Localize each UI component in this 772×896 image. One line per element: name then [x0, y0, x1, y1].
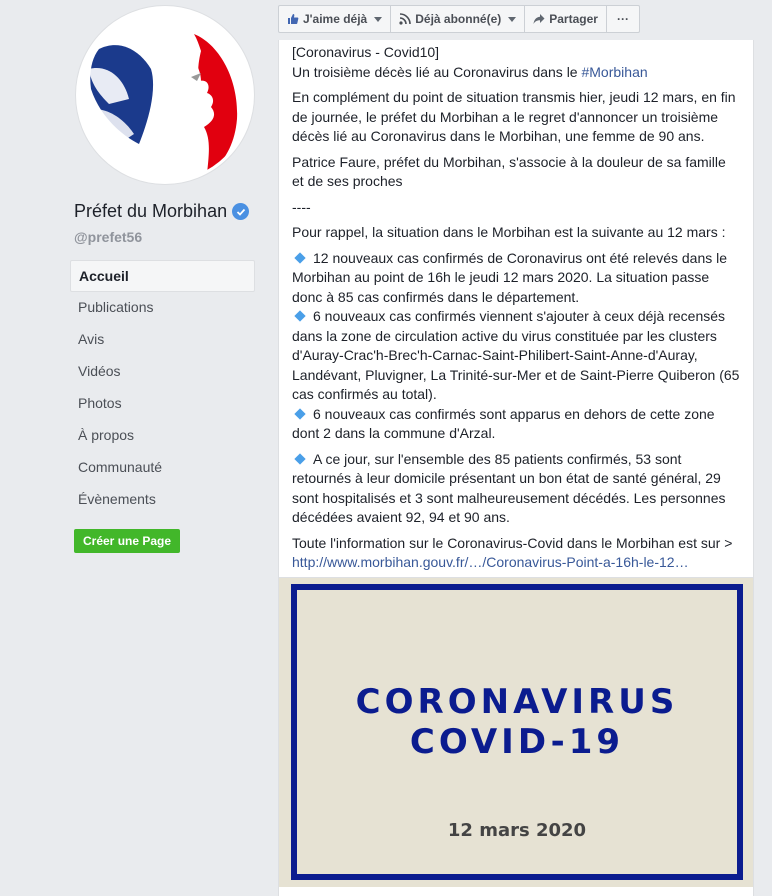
- blue-diamond-icon: [294, 453, 305, 464]
- blue-diamond-icon: [294, 252, 305, 263]
- bullet-1: 12 nouveaux cas confirmés de Coronavirus ont été relevés dans le Morbihan au point de 16h le jeudi 12 mars 2020. La situation passe donc à 85 cas confirmés dans le département.: [292, 249, 728, 305]
- thumbs-up-icon: [287, 13, 299, 25]
- blue-diamond-icon: [294, 310, 305, 321]
- share-button[interactable]: [524, 5, 607, 33]
- post-paragraph-4: [292, 534, 741, 573]
- more-dots-icon: ···: [616, 12, 629, 26]
- rss-icon: [399, 13, 411, 25]
- info-text: Toute l'information sur le Coronavirus-Covid dans le Morbihan est sur >: [292, 534, 733, 551]
- post-paragraph-1: En complément du point de situation transmis hier, jeudi 12 mars, en fin de journée, le préfet du Morbihan a le regret d'annoncer un troisième décès lié au Coronavirus dans le Morbihan, une femme de 90 ans.: [292, 89, 736, 144]
- share-arrow-icon: [533, 13, 545, 25]
- post-card: [278, 40, 754, 896]
- nav-item-videos[interactable]: Vidéos: [78, 363, 121, 379]
- marianne-logo: [79, 9, 251, 181]
- nav-item-a-propos[interactable]: À propos: [78, 427, 135, 443]
- post-heading: [292, 43, 741, 82]
- nav-item-photos[interactable]: Photos: [78, 395, 122, 411]
- bullet-2: 6 nouveaux cas confirmés viennent s'ajouter à ceux déjà recensés dans la zone de circulation active du virus constituée par les clusters d'Auray-Crac'h-Brec'h-Carnac-Saint-Philibert-Saint-Anne-d'Auray, Landévant, Pluvigner, La Trinité-sur-Mer et de Saint-Pierre Quiberon (65 cas confirmés au total).: [292, 308, 740, 402]
- chevron-down-icon: [508, 17, 516, 22]
- page-handle[interactable]: @prefet56: [74, 229, 143, 245]
- page-action-bar: [278, 5, 640, 33]
- nav-item-communaute[interactable]: Communauté: [78, 459, 163, 475]
- post-paragraph-3: Pour rappel, la situation dans le Morbihan est la suivante au 12 mars :: [292, 224, 726, 240]
- page-avatar[interactable]: [76, 6, 254, 184]
- post-bullets-group: [292, 249, 741, 444]
- page-name-text[interactable]: Préfet du Morbihan: [74, 201, 228, 221]
- chevron-down-icon: [374, 17, 382, 22]
- image-title-line-1: CORONAVIRUS: [355, 682, 679, 722]
- post-separator: ----: [292, 198, 311, 215]
- hashtag-link[interactable]: #Morbihan: [581, 63, 648, 80]
- left-column: [0, 0, 266, 896]
- image-title: [297, 682, 737, 762]
- follow-button[interactable]: [390, 5, 525, 33]
- bullet-3: 6 nouveaux cas confirmés sont apparus en dehors de cette zone dont 2 dans la commune d'Arzal.: [292, 405, 715, 441]
- image-title-line-2: COVID-19: [409, 722, 625, 762]
- create-page-button[interactable]: Créer une Page: [74, 529, 180, 553]
- post-bullet-4: [292, 450, 741, 528]
- nav-item-evenements[interactable]: Évènements: [78, 491, 156, 507]
- page-title[interactable]: [74, 201, 249, 222]
- image-frame: [291, 584, 743, 880]
- follow-label: Déjà abonné(e): [415, 12, 502, 26]
- like-button[interactable]: [278, 5, 391, 33]
- nav-item-publications[interactable]: Publications: [78, 299, 154, 315]
- share-label: Partager: [549, 12, 598, 26]
- verified-badge-icon: [232, 203, 249, 220]
- blue-diamond-icon: [294, 408, 305, 419]
- post-text: [279, 40, 753, 573]
- prefecture-link[interactable]: http://www.morbihan.gouv.fr/…/Coronavirus-Point-a-16h-le-12…: [292, 554, 689, 570]
- nav-item-accueil[interactable]: Accueil: [70, 260, 255, 292]
- post-line-2: Un troisième décès lié au Coronavirus dans le: [292, 63, 582, 80]
- like-label: J'aime déjà: [303, 12, 368, 26]
- post-image[interactable]: [279, 577, 753, 887]
- nav-item-avis[interactable]: Avis: [78, 331, 105, 347]
- more-options-button[interactable]: [606, 5, 640, 33]
- page-nav: [70, 260, 255, 516]
- image-date: 12 mars 2020: [447, 820, 587, 841]
- post-paragraph-2: Patrice Faure, préfet du Morbihan, s'associe à la douleur de sa famille et de ses proches: [292, 153, 726, 189]
- post-line-1: [Coronavirus - Covid10]: [292, 44, 440, 60]
- bullet-4: A ce jour, sur l'ensemble des 85 patients confirmés, 53 sont retournés à leur domicile présentant un bon état de santé général, 29 sont hospitalisés et 3 sont malheureusement décédés. Les personnes décédées avaient 92, 94 et 90 ans.: [292, 450, 726, 525]
